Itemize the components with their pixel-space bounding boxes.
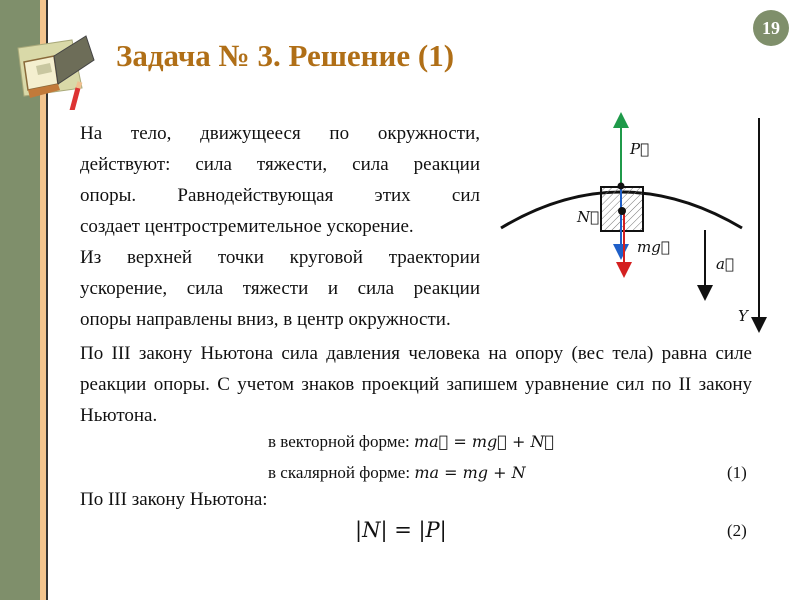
intro-line: действуют: сила тяжести, сила реакции (80, 154, 480, 175)
equation-scalar-formula: ma = mg + N (414, 463, 526, 482)
equation-vector-label: в векторной форме: (268, 432, 410, 451)
equation-vector-formula: ma⃗ = mg⃗ + N⃗ (413, 432, 555, 451)
intro-line: Из верхней точки круговой траектории (80, 247, 480, 268)
intro-line: На тело, движущееся по окружности, (80, 123, 480, 144)
equation-2: |N| = |P| (355, 518, 447, 542)
equation-number-2: (2) (727, 521, 747, 540)
intro-line-end: опоры направлены вниз, в центр окружности. (80, 309, 451, 330)
label-a: a⃗ (716, 255, 734, 273)
intro-line: ускорение, сила тяжести и сила реакции (80, 278, 480, 299)
equation-scalar (268, 463, 526, 483)
intro-line: опоры. Равнодействующая этих сил (80, 185, 480, 206)
equation-scalar-label: в скалярной форме: (268, 463, 411, 482)
force-diagram (480, 100, 780, 340)
label-Y: Y (738, 307, 748, 325)
equation-vector (268, 432, 554, 452)
page-number-badge: 19 (753, 10, 789, 46)
slide-title: Задача № 3. Решение (1) (116, 38, 455, 73)
label-P: P⃗ (630, 140, 650, 158)
newton-paragraph: По III закону Ньютона сила давления человека на опору (вес тела) равна силе реакции опоры. С учетом знаков проекций запишем уравнение сил по II закону Ньютона. (80, 343, 752, 426)
label-mg: mg⃗ (637, 238, 670, 256)
intro-line: создает центростремительное ускорение. (80, 216, 414, 237)
equation-number-1: (1) (727, 463, 747, 482)
label-N: N⃗ (577, 208, 600, 226)
book-pencil-icon (12, 18, 96, 110)
third-law-label: По III закону Ньютона: (80, 489, 268, 510)
intro-paragraph (80, 118, 480, 304)
force-diagram-svg (480, 100, 780, 340)
